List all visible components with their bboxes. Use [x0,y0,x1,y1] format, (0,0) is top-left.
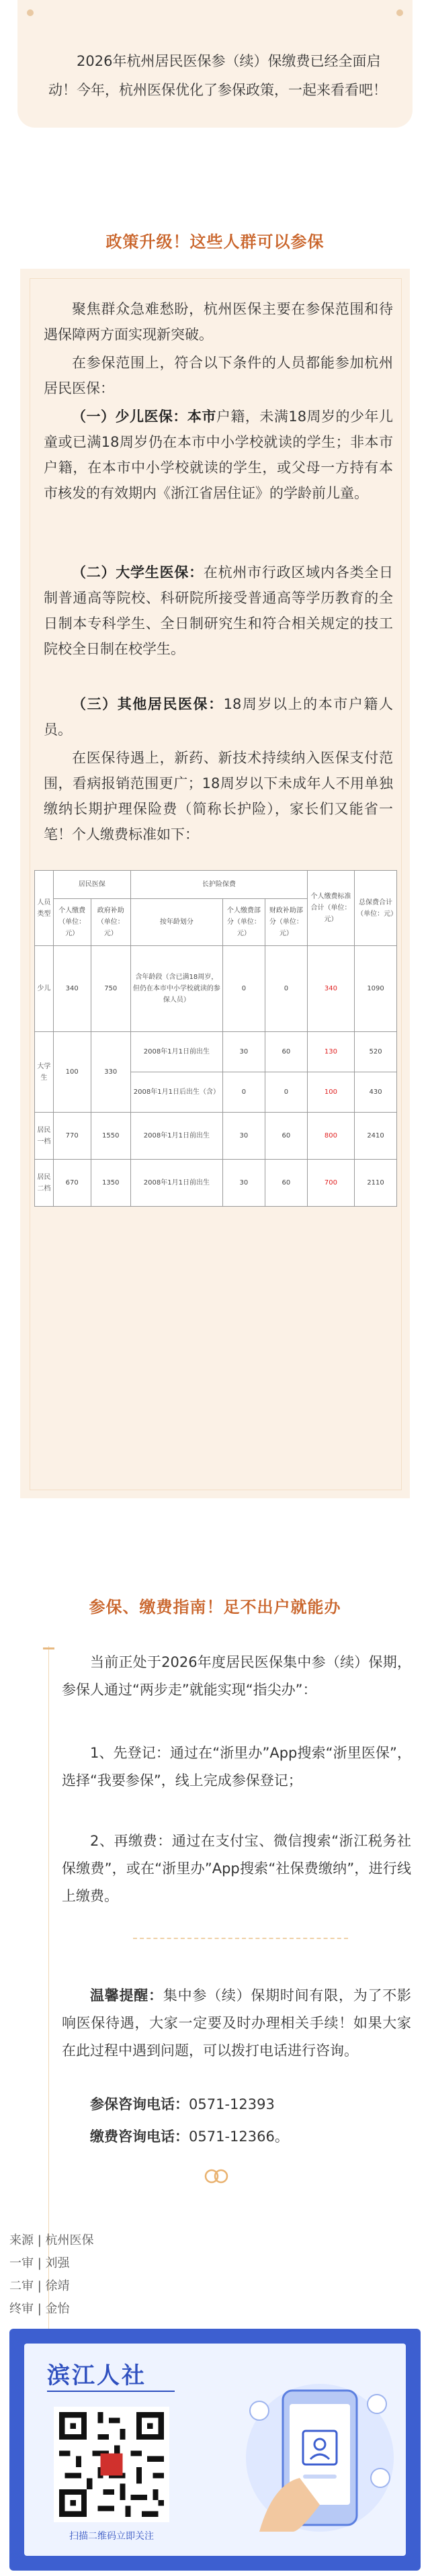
intro-text: 2026年杭州居民医保参（续）保缴费已经全面启动！今年，杭州医保优化了参保政策，一起来看看吧！ [48,53,387,98]
section2-rule-cap [43,1647,54,1649]
cell-ltc-standard: 2008年1月1日前出生 [130,1113,222,1160]
credit-review3: 终审 | 金怡 [9,2302,70,2316]
phone2-label: 缴费咨询电话： [90,2129,189,2145]
divider [133,1938,348,1939]
cell-med-subsidy: 1350 [91,1160,130,1207]
cell-total: 520 [355,1032,397,1072]
cell-ltc-personal: 30 [222,1032,265,1072]
phone2-number[interactable]: 0571-12366。 [189,2129,289,2145]
cell-type: 少儿 [35,946,54,1032]
cell-ltc-subsidy: 60 [265,1113,307,1160]
th-ltc-standard: 按年龄划分 [130,899,222,946]
banner-inner [24,2344,406,2556]
section2-title: 参保、缴费指南！足不出户就能办 [89,1598,341,1617]
other-insurance-label: （三）其他居民医保： [72,696,224,712]
follow-banner [9,2329,421,2571]
credit-review1: 一审 | 刘强 [9,2256,70,2270]
decor-dot [27,9,34,16]
cell-ltc-personal: 30 [222,1160,265,1207]
banner-title: 滨江人社 [47,2362,146,2389]
cell-ltc-standard: 含年龄段（含已满18周岁，但仍在本市中小学校就读的参保人员） [130,946,222,1032]
cell-ltc-subsidy: 60 [265,1032,307,1072]
tip [62,1982,411,2065]
college-insurance-text: 在杭州市行政区域内各类全日制普通高等院校、科研院所接受普通高等学历教育的全日制本专科学生、全日制研究生和符合相关规定的技工院校全日制在校学生。 [44,564,394,657]
th-ltc-personal: 个人缴费部分（单位：元） [222,899,265,946]
phone1-label: 参保咨询电话： [90,2096,189,2112]
cell-med-personal: 340 [53,946,91,1032]
cell-total: 1090 [355,946,397,1032]
child-insurance [44,404,393,506]
cell-med-personal: 670 [53,1160,91,1207]
cell-ltc-subsidy: 0 [265,1072,307,1113]
section1-inner [30,278,402,1490]
section1-p1: 聚焦群众急难愁盼，杭州医保主要在参保范围和待遇保障两方面实现新突破。 [44,301,393,343]
cell-med-subsidy: 1550 [91,1113,130,1160]
tip-text: 集中参（续）保期时间有限，为了不影响医保待遇，大家一定要及时办理相关手续！如果大家在此过程中遇到问题，可以拨打电话进行咨询。 [62,1987,412,2059]
th-med-personal: 个人缴费（单位：元） [53,899,91,946]
th-personal-total: 个人缴费标准合计（单位：元） [307,871,354,946]
cell-personal-total: 700 [307,1160,354,1207]
cell-ltc-standard: 2008年1月1日后出生（含） [130,1072,222,1113]
credit-source: 来源 | 杭州医保 [9,2233,94,2247]
fee-table [34,870,397,1207]
child-insurance-label: （一）少儿医保：本市 [72,409,216,425]
th-ltc-subsidy: 财政补助部分（单位：元） [265,899,307,946]
section2-step1: 1、先登记：通过在“浙里办”App搜索“浙里医保”，选择“我要参保”，线上完成参保登记； [62,1745,411,1789]
other-insurance-text: 18周岁以上的本市户籍人员。 [44,696,393,738]
cell-ltc-personal: 0 [222,1072,265,1113]
college-insurance-label: （二）大学生医保： [72,564,204,581]
decor-dot [396,9,403,16]
phone1-number[interactable]: 0571-12393 [189,2096,275,2112]
th-total: 总保费合计（单位：元） [355,871,397,946]
section1-card [20,269,410,1498]
cell-ltc-subsidy: 60 [265,1160,307,1207]
cell-total: 430 [355,1072,397,1113]
section1-p2: 在参保范围上，符合以下条件的人员都能参加杭州居民医保： [44,355,393,396]
cell-total: 2110 [355,1160,397,1207]
intro-card [17,0,413,128]
cell-ltc-personal: 0 [222,946,265,1032]
cell-personal-total: 800 [307,1113,354,1160]
cell-personal-total: 130 [307,1032,354,1072]
cell-type: 居民一档 [35,1113,54,1160]
cell-ltc-standard: 2008年1月1日前出生 [130,1032,222,1072]
cell-ltc-standard: 2008年1月1日前出生 [130,1160,222,1207]
credit-review2: 二审 | 徐靖 [9,2279,70,2293]
th-medical: 居民医保 [53,871,130,899]
phone-line-2 [62,2123,411,2151]
phone-line-1 [62,2091,411,2118]
cell-type: 居民二档 [35,1160,54,1207]
qr-code[interactable] [54,2407,169,2522]
child-insurance-text: 户籍，未满18周岁的少年儿童或已满18周岁仍在本市中小学校就读的学生；非本市户籍，在本市中小学校就读的学生，或父母一方持有本市核发的有效期内《浙江省居住证》的学龄前儿童。 [44,409,393,501]
section2-p1: 当前正处于2026年度居民医保集中参（续）保期，参保人通过“两步走”就能实现“指尖办”： [62,1654,411,1698]
th-med-subsidy: 政府补助（单位：元） [91,899,130,946]
tip-label: 温馨提醒： [90,1987,163,2004]
table-row [35,1032,397,1072]
cell-med-personal: 100 [53,1032,91,1113]
cell-total: 2410 [355,1113,397,1160]
table-row [35,1160,397,1207]
cell-personal-total: 100 [307,1072,354,1113]
section2-step2: 2、再缴费：通过在支付宝、微信搜索“浙江税务社保缴费”，或在“浙里办”App搜索“社保费缴纳”，进行线上缴费。 [62,1833,411,1904]
cell-med-subsidy: 330 [91,1032,130,1113]
qr-code-icon [54,2407,169,2522]
th-ltc: 长护险保费 [130,871,307,899]
cell-ltc-personal: 30 [222,1113,265,1160]
cell-ltc-subsidy: 0 [265,946,307,1032]
table-row [35,1113,397,1160]
banner-title-underline [47,2391,175,2392]
cell-med-subsidy: 750 [91,946,130,1032]
section1-p3: 在医保待遇上，新药、新技术持续纳入医保支付范围，看病报销范围更广；18周岁以下未成年人不用单独缴纳长期护理保险费（简称长护险），家长们又能省一笔！个人缴费标准如下： [44,750,393,843]
cell-personal-total: 340 [307,946,354,1032]
banner-caption: 扫描二维码立即关注 [69,2531,154,2542]
cell-type: 大学生 [35,1032,54,1113]
cell-med-personal: 770 [53,1113,91,1160]
college-insurance [44,560,393,662]
phone-illustration-icon [219,2364,394,2545]
th-type: 人员类型 [35,871,54,946]
other-insurance [44,691,393,742]
table-row [35,946,397,1032]
rings-ornament-icon [202,2168,231,2184]
section1-title: 政策升级！这些人群可以参保 [105,232,325,251]
